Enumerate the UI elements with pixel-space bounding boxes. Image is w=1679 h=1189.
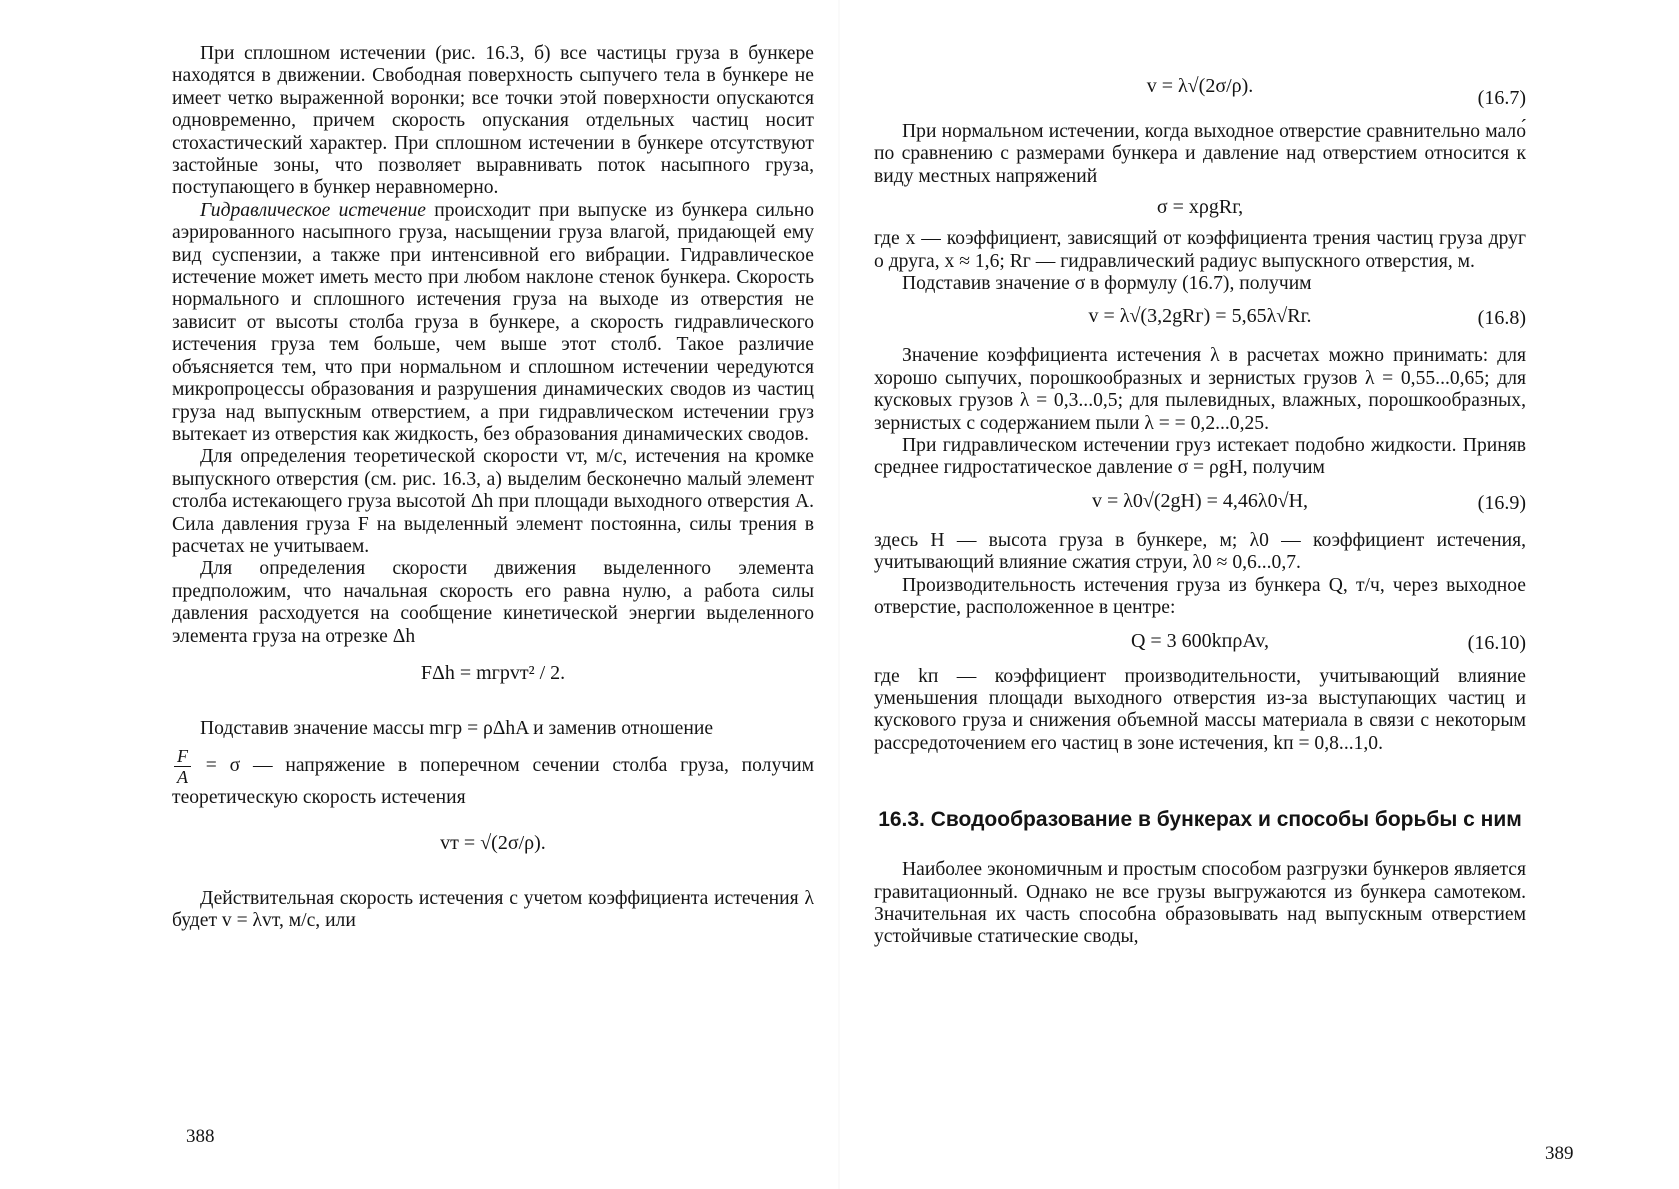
paragraph: Действительная скорость истечения с учетом коэффициента истечения λ будет v = λvт, м/с, или: [172, 887, 814, 932]
equation-16-10: [874, 620, 1526, 666]
equation-16-10-number: (16.10): [1467, 631, 1526, 654]
italic-term: Гидравлическое истечение: [200, 199, 426, 221]
paragraph: здесь H — высота груза в бункере, м; λ0 — коэффициент истечения, учитывающий влияние сжатия струи, λ0 ≈ 0,6...0,7.: [874, 529, 1526, 574]
equation-force-text: FΔh = mгрvт² / 2.: [420, 661, 566, 684]
paragraph: При сплошном истечении (рис. 16.3, б) все частицы груза в бункере находятся в движении. Свободная поверхность сыпучего тела в бункере не имеет четко выраженной воронки; все точки этой поверхности опускаются одновременно, причем скорость опускания отдельных частиц носит стохастический характер. При сплошном истечении в бункере отсутствуют застойные зоны, что позволяет выравнивать поток насыпного груза, поступающего в бункер неравномерно.: [172, 43, 814, 199]
paragraph: Подставив значение массы mгр = ρΔhA и заменив отношение: [200, 717, 714, 739]
fraction-numerator: F: [174, 746, 191, 767]
paragraph: Значение коэффициента истечения λ в расчетах можно принимать: для хорошо сыпучих, порошкообразных и зернистых грузов λ = 0,55...0,65; для кусковых грузов λ = 0,3...0,5; для пылевидных, влажных, порошкообразных, зернистых с содержанием пыли λ = = 0,2...0,25.: [874, 345, 1526, 434]
paragraph-text: = σ — напряжение в поперечном сечении столба груза, получим теоретическую скорость истечения: [172, 755, 814, 809]
equation-16-9: [874, 480, 1526, 530]
equation-vt: [172, 810, 814, 888]
page-number: 388: [186, 1126, 215, 1147]
paragraph: При нормальном истечении, когда выходное отверстие сравнительно мало́ по сравнению с размерами бункера и давление над отверстием относится к виду местных напряжений: [874, 121, 1526, 187]
paragraph: [172, 200, 814, 446]
paragraph: Производительность истечения груза из бункера Q, т/ч, через выходное отверстие, расположенное в центре:: [874, 574, 1526, 619]
equation-16-8-text: v = λ√(3,2gRг) = 5,65λ√Rг.: [1088, 305, 1312, 328]
equation-16-8-number: (16.8): [1477, 307, 1526, 330]
equation-16-10-text: Q = 3 600kпρAv,: [1130, 629, 1270, 652]
equation-16-7: [874, 43, 1526, 121]
paragraph: [172, 746, 814, 809]
paragraph: При гидравлическом истечении груз истекает подобно жидкости. Приняв среднее гидростатическое давление σ = ρgH, получим: [874, 435, 1526, 479]
equation-vt-text: vт = √(2σ/ρ).: [440, 831, 546, 854]
paragraph: Наиболее экономичным и простым способом разгрузки бункеров является гравитационный. Однако не все грузы выгружаются из бункера самотеком. Значительная их часть способна образовывать над выпускным отверстием устойчивые статические своды,: [874, 859, 1526, 948]
section-heading: 16.3. Сводообразование в бункерах и способы борьбы с ним: [878, 808, 1522, 832]
equation-16-9-text: v = λ0√(2gH) = 4,46λ0√H,: [1091, 489, 1309, 512]
equation-16-7-text: v = λ√(2σ/ρ).: [1146, 75, 1254, 97]
right-column: [874, 43, 1526, 949]
paragraph-text: происходит при выпуске из бункера сильно аэрированного насыпного груза, насыщении груза влагой, придающей ему вид суспензии, а также при интенсивной его вибрации. Гидравлическое истечение может иметь место при любом наклоне стенок бункера. Скорость нормального и сплошного истечения груза на выходе из отверстия не зависит от высоты столба груза в бункере, а скорость гидравлического истечения груза тем больше, чем выше этот столб. Такое различие объясняется тем, что при нормальном и сплошном истечении чередуются микропроцессы образования и разрушения динамических сводов из частиц груза над выпускным отверстием, а при гидравлическом истечении груз вытекает из отверстия как жидкость, без образования динамических сводов.: [172, 199, 815, 445]
equation-16-7-number: (16.7): [1477, 87, 1526, 109]
equation-sigma-text: σ = xρgRг,: [1156, 196, 1244, 219]
paragraph: Для определения скорости движения выделенного элемента предположим, что начальная скорость его равна нулю, а работа силы давления расходуется на сообщение кинетической энергии выделенного элемента груза на отрезке Δh: [172, 558, 814, 647]
paragraph: Для определения теоретической скорости vт, м/с, истечения на кромке выпускного отверстия (см. рис. 16.3, а) выделим бесконечно малый элемент столба истекающего груза высотой Δh при площади выходного отверстия A. Сила давления груза F на выделенный элемент постоянна, силы трения в расчетах не учитываем.: [172, 446, 814, 557]
fraction-denominator: A: [177, 767, 188, 788]
right-page: [840, 0, 1679, 1189]
left-column: [172, 43, 814, 933]
paragraph: где kп — коэффициент производительности, учитывающий влияние уменьшения площади выходного отверстия из-за выступающих частиц и кускового груза и снижения объемной массы материала в связи с некоторым рассредоточением его частиц в зоне истечения, kп = 0,8...1,0.: [874, 665, 1526, 754]
paragraph: где x — коэффициент, зависящий от коэффициента трения частиц груза друг о друга, x ≈ 1,6; Rг — гидравлический радиус выпускного отверстия, м.: [874, 228, 1526, 272]
paragraph: Подставив значение σ в формулу (16.7), получим: [902, 273, 1312, 295]
equation-sigma: [874, 188, 1526, 228]
equation-16-9-number: (16.9): [1477, 491, 1526, 514]
equation-16-8: [874, 295, 1526, 345]
equation-force: [172, 648, 814, 718]
fraction-f-over-a: [174, 746, 191, 787]
page-number: 389: [1545, 1143, 1574, 1164]
